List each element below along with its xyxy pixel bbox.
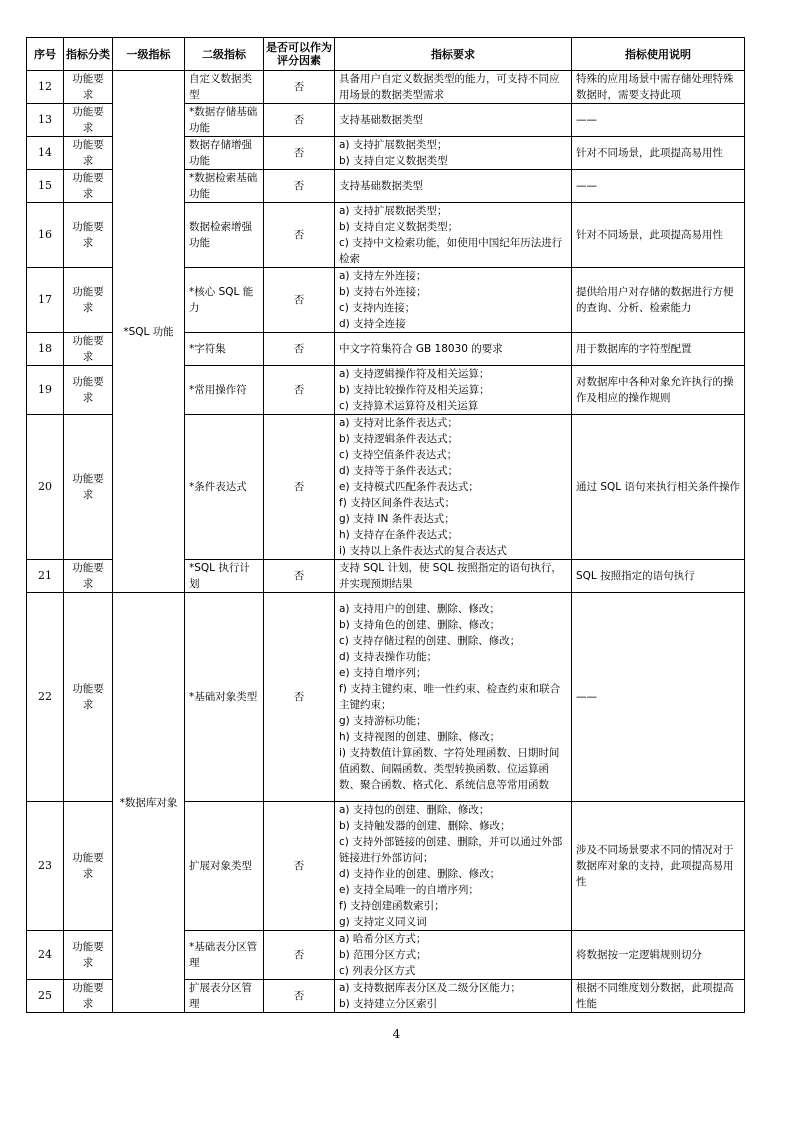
requirement-line: 支持基础数据类型: [339, 114, 423, 126]
row-number: 17: [27, 268, 64, 333]
requirement-line: c) 支持内连接；: [339, 302, 416, 314]
requirement-line: a) 哈希分区方式；: [339, 933, 427, 945]
table-row: [27, 593, 745, 802]
row-scoring: 否: [264, 415, 335, 560]
requirement-line: 支持 SQL 计划，使 SQL 按照指定的语句执行，并实现预期结果: [339, 562, 562, 590]
row-category: 功能要求: [64, 415, 113, 560]
row-scoring: 否: [264, 931, 335, 980]
row-level2: *常用操作符: [185, 366, 264, 415]
header-usage-note: 指标使用说明: [572, 38, 745, 71]
row-number: 23: [27, 802, 64, 931]
requirement-line: a) 支持逻辑操作符及相关运算；: [339, 368, 490, 380]
requirement-line: d) 支持全连接: [339, 318, 406, 330]
row-number: 12: [27, 71, 64, 104]
row-requirement: [335, 415, 572, 560]
row-level2: 数据检索增强功能: [185, 203, 264, 268]
row-number: 22: [27, 593, 64, 802]
row-category: 功能要求: [64, 71, 113, 104]
row-category: 功能要求: [64, 203, 113, 268]
row-category: 功能要求: [64, 104, 113, 137]
row-category: 功能要求: [64, 802, 113, 931]
row-category: 功能要求: [64, 560, 113, 593]
row-scoring: 否: [264, 593, 335, 802]
requirement-line: h) 支持存在条件表达式；: [339, 529, 459, 541]
row-requirement: [335, 980, 572, 1013]
requirement-line: c) 支持中文检索功能，如使用中国纪年历法进行检索: [339, 237, 563, 265]
requirement-line: e) 支持模式匹配条件表达式；: [339, 481, 479, 493]
requirement-line: a) 支持左外连接；: [339, 270, 427, 282]
row-number: 16: [27, 203, 64, 268]
requirement-line: b) 范围分区方式；: [339, 949, 427, 961]
row-level2: *SQL 执行计划: [185, 560, 264, 593]
row-scoring: 否: [264, 802, 335, 931]
row-usage-note: 根据不同维度划分数据，此项提高性能: [572, 980, 745, 1013]
requirement-line: a) 支持扩展数据类型；: [339, 139, 448, 151]
row-number: 20: [27, 415, 64, 560]
requirement-line: g) 支持游标功能；: [339, 715, 427, 727]
requirement-line: f) 支持创建函数索引；: [339, 900, 445, 912]
row-requirement: [335, 366, 572, 415]
row-level2: *基础表分区管理: [185, 931, 264, 980]
row-usage-note: 将数据按一定逻辑规则切分: [572, 931, 745, 980]
row-number: 13: [27, 104, 64, 137]
requirement-line: a) 支持包的创建、删除、修改；: [339, 804, 490, 816]
row-number: 18: [27, 333, 64, 366]
requirement-line: b) 支持自定义数据类型: [339, 155, 448, 167]
row-scoring: 否: [264, 71, 335, 104]
row-scoring: 否: [264, 366, 335, 415]
row-scoring: 否: [264, 980, 335, 1013]
indicator-table: [26, 37, 745, 1013]
row-number: 21: [27, 560, 64, 593]
row-usage-note: 对数据库中各种对象允许执行的操作及相应的操作规则: [572, 366, 745, 415]
requirement-line: c) 支持算术运算符及相关运算: [339, 400, 479, 412]
row-requirement: [335, 170, 572, 203]
row-number: 19: [27, 366, 64, 415]
row-usage-note: 针对不同场景，此项提高易用性: [572, 137, 745, 170]
requirement-line: a) 支持用户的创建、删除、修改；: [339, 603, 500, 615]
row-scoring: 否: [264, 203, 335, 268]
requirement-line: a) 支持扩展数据类型；: [339, 205, 448, 217]
header-level2: 二级指标: [185, 38, 264, 71]
row-requirement: [335, 104, 572, 137]
requirement-line: d) 支持表操作功能；: [339, 651, 438, 663]
row-category: 功能要求: [64, 333, 113, 366]
requirement-line: b) 支持角色的创建、删除、修改；: [339, 619, 501, 631]
row-level2: 扩展表分区管理: [185, 980, 264, 1013]
row-requirement: [335, 137, 572, 170]
header-level1: 一级指标: [113, 38, 185, 71]
row-scoring: 否: [264, 170, 335, 203]
row-scoring: 否: [264, 137, 335, 170]
row-usage-note: 通过 SQL 语句来执行相关条件操作: [572, 415, 745, 560]
row-number: 15: [27, 170, 64, 203]
row-category: 功能要求: [64, 366, 113, 415]
row-category: 功能要求: [64, 137, 113, 170]
row-level2: *基础对象类型: [185, 593, 264, 802]
requirement-line: e) 支持全局唯一的自增序列；: [339, 884, 479, 896]
table-header-row: [27, 38, 745, 71]
requirement-line: d) 支持等于条件表达式；: [339, 465, 459, 477]
row-level2: *数据存储基础功能: [185, 104, 264, 137]
row-category: 功能要求: [64, 170, 113, 203]
requirement-line: b) 支持触发器的创建、删除、修改；: [339, 820, 511, 832]
row-requirement: [335, 71, 572, 104]
row-number: 24: [27, 931, 64, 980]
level1-database-object: *数据库对象: [113, 593, 185, 1013]
requirement-line: b) 支持逻辑条件表达式；: [339, 433, 459, 445]
row-category: 功能要求: [64, 931, 113, 980]
row-usage-note: SQL 按照指定的语句执行: [572, 560, 745, 593]
row-requirement: [335, 333, 572, 366]
requirement-line: g) 支持 IN 条件表达式；: [339, 513, 455, 525]
row-scoring: 否: [264, 560, 335, 593]
row-level2: *数据检索基础功能: [185, 170, 264, 203]
header-category: 指标分类: [64, 38, 113, 71]
row-usage-note: 涉及不同场景要求不同的情况对于数据库对象的支持，此项提高易用性: [572, 802, 745, 931]
row-number: 14: [27, 137, 64, 170]
row-level2: *条件表达式: [185, 415, 264, 560]
row-requirement: [335, 931, 572, 980]
row-requirement: [335, 593, 572, 802]
page-number: 4: [392, 1027, 401, 1041]
table-row: [27, 71, 745, 104]
requirement-line: b) 支持自定义数据类型；: [339, 221, 459, 233]
row-usage-note: ——: [572, 170, 745, 203]
row-usage-note: ——: [572, 104, 745, 137]
document-page: [26, 37, 744, 1013]
requirement-line: c) 支持存储过程的创建、删除、修改；: [339, 635, 521, 647]
requirement-line: b) 支持右外连接；: [339, 286, 427, 298]
row-scoring: 否: [264, 268, 335, 333]
requirement-line: c) 支持空值条件表达式；: [339, 449, 458, 461]
requirement-line: c) 支持外部链接的创建、删除，并可以通过外部链接进行外部访问；: [339, 836, 563, 864]
header-requirement: 指标要求: [335, 38, 572, 71]
row-level2: 自定义数据类型: [185, 71, 264, 104]
header-scoring: 是否可以作为评分因素: [264, 38, 335, 71]
row-level2: 扩展对象类型: [185, 802, 264, 931]
requirement-line: 具备用户自定义数据类型的能力，可支持不同应用场景的数据类型需求: [339, 73, 560, 101]
requirement-line: f) 支持主键约束、唯一性约束、检查约束和联合主键约束；: [339, 683, 561, 711]
row-category: 功能要求: [64, 980, 113, 1013]
header-no: 序号: [27, 38, 64, 71]
requirement-line: d) 支持作业的创建、删除、修改；: [339, 868, 501, 880]
row-level2: 数据存储增强功能: [185, 137, 264, 170]
row-requirement: [335, 802, 572, 931]
row-usage-note: 特殊的应用场景中需存储处理特殊数据时，需要支持此项: [572, 71, 745, 104]
row-scoring: 否: [264, 104, 335, 137]
requirement-line: a) 支持数据库表分区及二级分区能力；: [339, 982, 521, 994]
requirement-line: i) 支持数值计算函数、字符处理函数、日期时间值函数、间隔函数、类型转换函数、位运算函数、聚合函数、格式化、系统信息等常用函数: [339, 747, 560, 791]
requirement-line: g) 支持定义同义词: [339, 916, 427, 928]
row-requirement: [335, 268, 572, 333]
requirement-line: e) 支持自增序列；: [339, 667, 427, 679]
level1-sql-function: *SQL 功能: [113, 71, 185, 593]
requirement-line: h) 支持视图的创建、删除、修改；: [339, 731, 501, 743]
row-number: 25: [27, 980, 64, 1013]
row-category: 功能要求: [64, 268, 113, 333]
requirement-line: b) 支持比较操作符及相关运算；: [339, 384, 490, 396]
requirement-line: b) 支持建立分区索引: [339, 998, 438, 1010]
row-usage-note: 针对不同场景，此项提高易用性: [572, 203, 745, 268]
row-category: 功能要求: [64, 593, 113, 802]
row-scoring: 否: [264, 333, 335, 366]
requirement-line: a) 支持对比条件表达式；: [339, 417, 458, 429]
row-usage-note: 提供给用户对存储的数据进行方便的查询、分析、检索能力: [572, 268, 745, 333]
row-requirement: [335, 203, 572, 268]
row-usage-note: ——: [572, 593, 745, 802]
requirement-line: i) 支持以上条件表达式的复合表达式: [339, 545, 507, 557]
row-level2: *核心 SQL 能力: [185, 268, 264, 333]
row-level2: *字符集: [185, 333, 264, 366]
row-requirement: [335, 560, 572, 593]
requirement-line: c) 列表分区方式: [339, 965, 416, 977]
requirement-line: f) 支持区间条件表达式；: [339, 497, 456, 509]
row-usage-note: 用于数据库的字符型配置: [572, 333, 745, 366]
requirement-line: 支持基础数据类型: [339, 180, 423, 192]
requirement-line: 中文字符集符合 GB 18030 的要求: [339, 343, 503, 355]
